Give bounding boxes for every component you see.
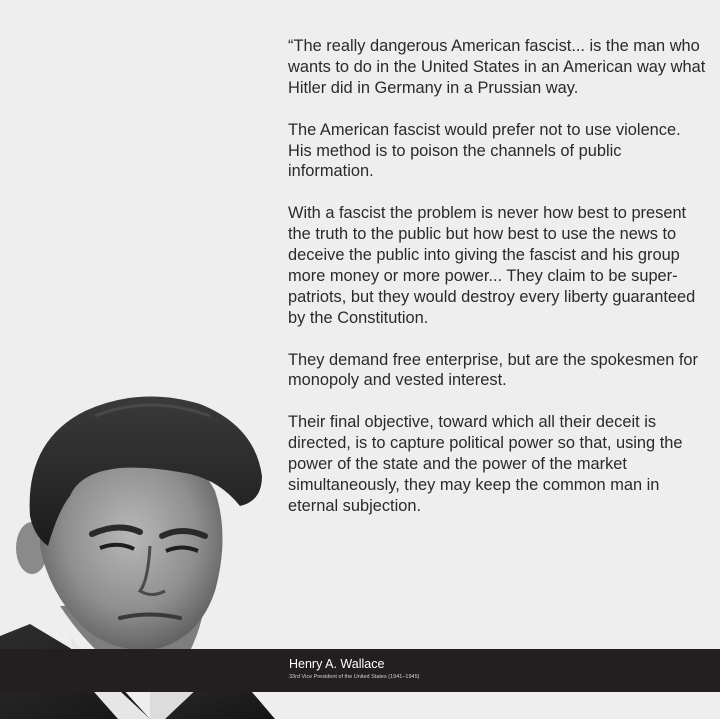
author-title: 33rd Vice President of the United States (1941–1945) — [289, 674, 420, 680]
quote-paragraph: Their final objective, toward which all their deceit is directed, is to capture political power so that, using the power of the state and the power of the market simultaneously, they may keep the common man in eternal subjection. — [288, 413, 683, 515]
quote-text — [288, 36, 708, 538]
quote-paragraph: “The really dangerous American fascist... is the man who wants to do in the United States in an American way what Hitler did in Germany in a Prussian way. — [288, 37, 706, 97]
quote-paragraph: They demand free enterprise, but are the spokesmen for monopoly and vested interest. — [288, 350, 698, 390]
quote-paragraph: The American fascist would prefer not to use violence. His method is to poison the channels of public information. — [288, 120, 681, 181]
caption-bar — [0, 649, 720, 692]
author-name: Henry A. Wallace — [289, 657, 385, 671]
quote-paragraph: With a fascist the problem is never how best to present the truth to the public but how best to use the news to deceive the public into giving the fascist and his group more money or more power... They claim to be super-patriots, but they would destroy every liberty guaranteed by the Constitution. — [288, 204, 696, 327]
